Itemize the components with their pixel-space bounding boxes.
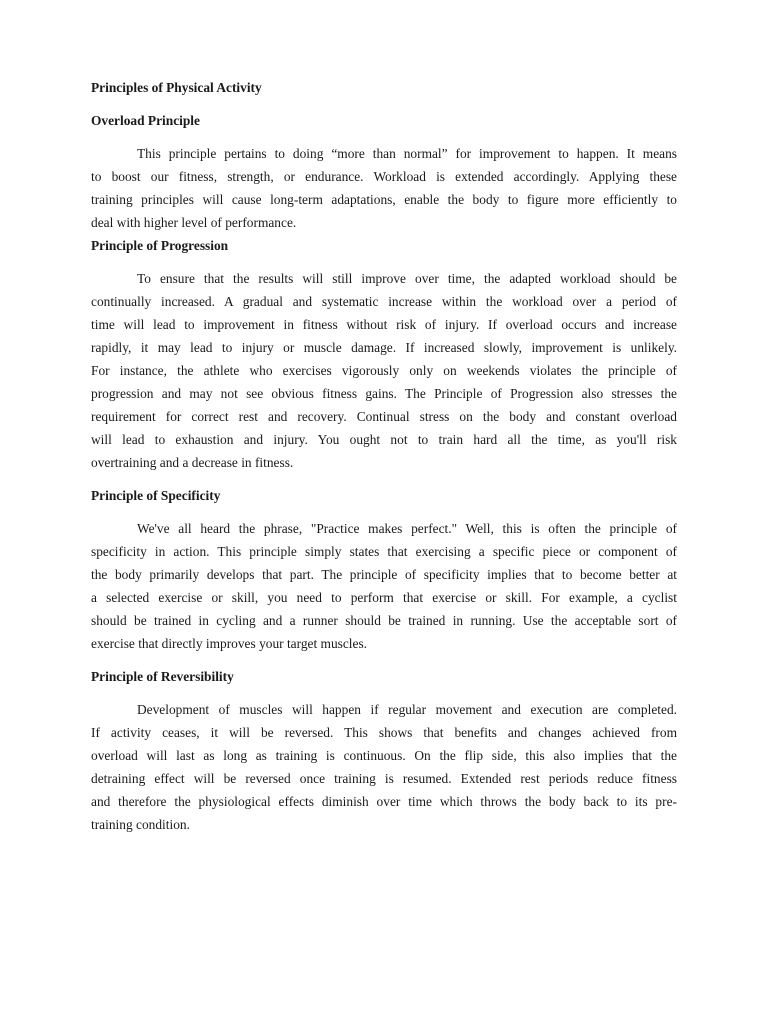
- paragraph-line: To ensure that the results will still improve over time, the adapted workload should be: [137, 271, 677, 286]
- paragraph-line: requirement for correct rest and recovery. Continual stress on the body and constant overload: [91, 409, 677, 424]
- paragraph-line: time will lead to improvement in fitness without risk of injury. If overload occurs and increase: [91, 317, 677, 332]
- paragraph-line: For instance, the athlete who exercises vigorously only on weekends violates the principle of: [91, 363, 677, 378]
- paragraph-line: detraining effect will be reversed once training is resumed. Extended rest periods reduce fitness: [91, 771, 677, 786]
- paragraph-overload: [91, 142, 677, 234]
- document-title: Principles of Physical Activity: [91, 80, 262, 95]
- paragraph-line: Development of muscles will happen if regular movement and execution are completed.: [137, 702, 677, 717]
- section-heading-specificity: Principle of Specificity: [91, 488, 221, 503]
- paragraph-line: continually increased. A gradual and systematic increase within the workload over a period of: [91, 294, 677, 309]
- paragraph-line: to boost our fitness, strength, or endurance. Workload is extended accordingly. Applying these: [91, 169, 677, 184]
- section-heading-overload: Overload Principle: [91, 113, 200, 128]
- paragraph-line: should be trained in cycling and a runner should be trained in running. Use the acceptable sort of: [91, 613, 677, 628]
- paragraph-reversibility: [91, 698, 677, 836]
- paragraph-line: This principle pertains to doing “more than normal” for improvement to happen. It means: [137, 146, 677, 161]
- section-heading-progression: Principle of Progression: [91, 238, 229, 253]
- paragraph-line: training principles will cause long-term adaptations, enable the body to figure more efficiently to: [91, 192, 677, 207]
- document-page: [91, 76, 677, 836]
- paragraph-line: overtraining and a decrease in fitness.: [91, 455, 294, 470]
- paragraph-line: specificity in action. This principle simply states that exercising a specific piece or component of: [91, 544, 677, 559]
- paragraph-line: the body primarily develops that part. The principle of specificity implies that to become better at: [91, 567, 677, 582]
- paragraph-line: rapidly, it may lead to injury or muscle damage. If increased slowly, improvement is unlikely.: [91, 340, 677, 355]
- paragraph-line: training condition.: [91, 817, 190, 832]
- paragraph-line: and therefore the physiological effects diminish over time which throws the body back to its pre-: [91, 794, 677, 809]
- paragraph-line: We've all heard the phrase, "Practice makes perfect." Well, this is often the principle of: [137, 521, 677, 536]
- paragraph-specificity: [91, 517, 677, 655]
- paragraph-line: a selected exercise or skill, you need to perform that exercise or skill. For example, a cyclist: [91, 590, 677, 605]
- paragraph-progression: [91, 267, 677, 474]
- paragraph-line: deal with higher level of performance.: [91, 215, 297, 230]
- paragraph-line: If activity ceases, it will be reversed. This shows that benefits and changes achieved from: [91, 725, 677, 740]
- paragraph-line: exercise that directly improves your target muscles.: [91, 636, 368, 651]
- section-heading-reversibility: Principle of Reversibility: [91, 669, 234, 684]
- paragraph-line: overload will last as long as training is continuous. On the flip side, this also implies that the: [91, 748, 677, 763]
- paragraph-line: will lead to exhaustion and injury. You ought not to train hard all the time, as you'll risk: [91, 432, 677, 447]
- paragraph-line: progression and may not see obvious fitness gains. The Principle of Progression also stresses the: [91, 386, 677, 401]
